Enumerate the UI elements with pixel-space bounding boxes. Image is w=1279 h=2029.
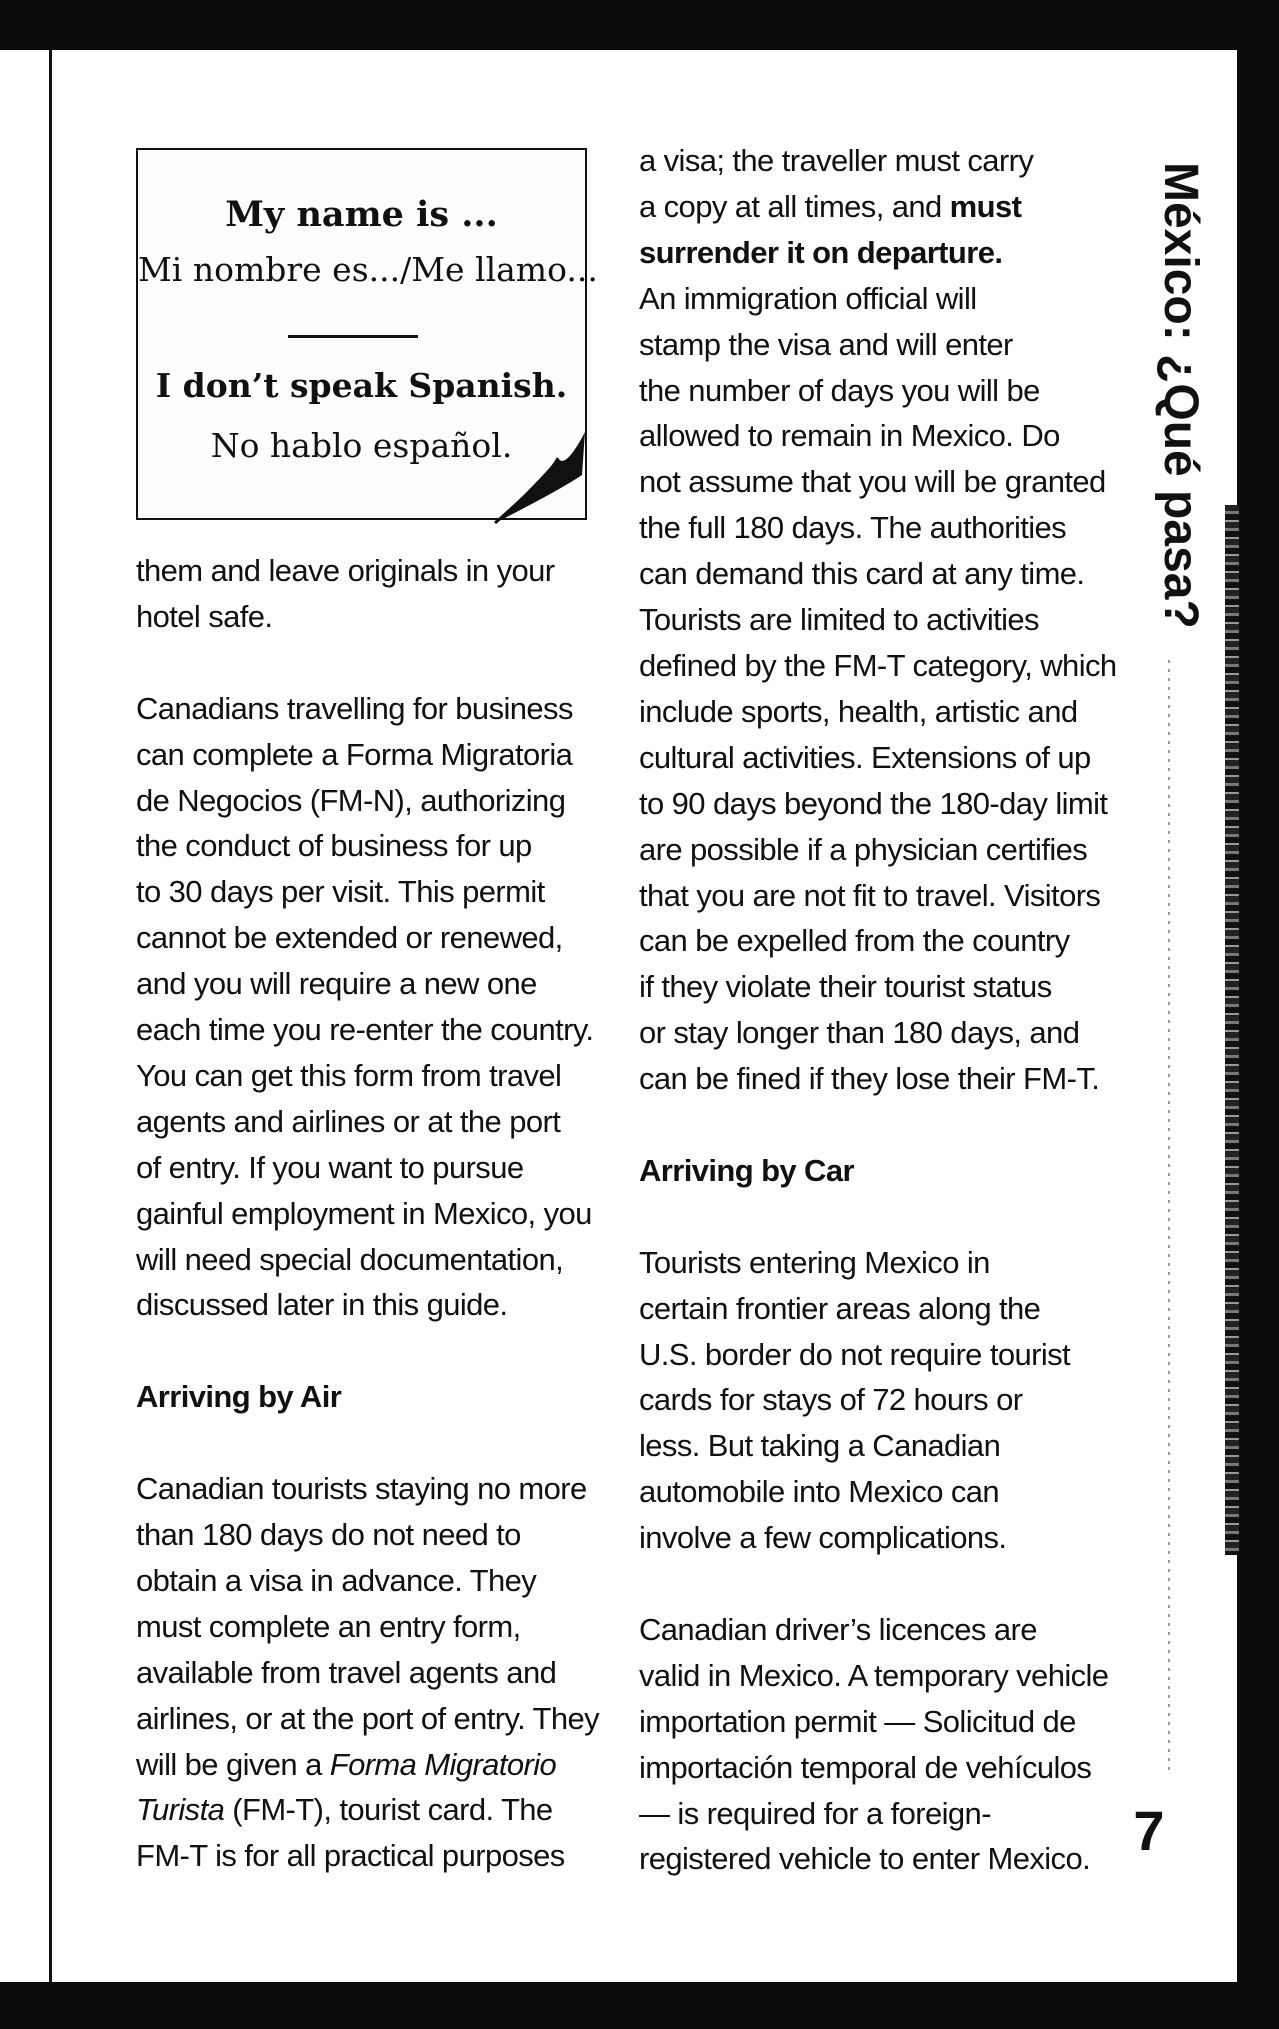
body-line: FM-T is for all practical purposes [136,1838,565,1874]
body-line: You can get this form from travel [136,1057,562,1093]
scan-border-right [1237,0,1279,2029]
body-line: can be expelled from the country [639,923,1070,959]
body-line: allowed to remain in Mexico. Do [639,418,1060,454]
body-line: a visa; the traveller must carry [639,143,1034,178]
body-line: cultural activities. Extensions of up [639,739,1091,775]
body-line: — is required for a foreign- [639,1795,991,1831]
body-line: will need special documentation, [136,1241,564,1277]
body-line: than 180 days do not need to [136,1516,521,1552]
body-line: defined by the FM-T category, which [639,647,1117,683]
body-line: gainful employment in Mexico, you [136,1195,592,1231]
body-line: registered vehicle to enter Mexico. [639,1841,1091,1877]
body-line: that you are not fit to travel. Visitors [639,877,1101,913]
body-line [136,1742,606,1788]
phrase-divider [288,335,418,338]
body-line: involve a few complications. [639,1520,1007,1556]
page-left-edge [49,50,52,1982]
body-line: are possible if a physician certifies [639,831,1088,867]
body-line: Canadian driver’s licences are [639,1611,1037,1647]
body-line: agents and airlines or at the port [136,1103,561,1139]
phrase-english-2: I don’t speak Spanish. [155,366,568,405]
italic-form-name: Turista [136,1792,225,1828]
body-line: the number of days you will be [639,372,1040,408]
body-line: automobile into Mexico can [639,1474,1000,1510]
body-line: U.S. border do not require tourist [639,1336,1071,1372]
body-line: and you will require a new one [136,966,537,1002]
body-line: airlines, or at the port of entry. They [136,1700,600,1736]
body-line: of entry. If you want to pursue [136,1149,524,1185]
running-head-text: México: ¿Qué pasa? [1154,162,1207,629]
bold-emphasis: surrender it on departure. [639,234,1003,270]
scan-speckle [1225,505,1239,1555]
body-line: can complete a Forma Migratoria [136,736,573,772]
right-column [639,138,1117,1882]
body-line [639,230,1109,276]
phrase-spanish-2: No hablo español. [210,426,513,465]
scan-border-bottom [0,1982,1279,2029]
heading-arriving-by-car: Arriving by Car [639,1152,854,1188]
body-line: obtain a visa in advance. They [136,1562,537,1598]
body-line: the full 180 days. The authorities [639,510,1067,546]
body-line: available from travel agents and [136,1654,557,1690]
text-run: a copy at all times, and [639,188,950,224]
body-line: discussed later in this guide. [136,1287,508,1323]
body-line [136,1787,606,1833]
body-line: cards for stays of 72 hours or [639,1382,1023,1418]
margin-dotted-rule [1168,660,1170,1770]
body-line: include sports, health, artistic and [639,693,1078,729]
body-line: must complete an entry form, [136,1608,521,1644]
page-curl-graphic [470,430,590,525]
text-run: will be given a [136,1746,330,1782]
body-line: to 30 days per visit. This permit [136,874,545,910]
left-column [136,548,606,1879]
body-line: not assume that you will be granted [639,464,1106,500]
body-line: them and leave originals in your [136,553,555,588]
body-line: certain frontier areas along the [639,1290,1041,1326]
body-line: each time you re-enter the country. [136,1012,594,1048]
body-line [639,184,1109,230]
body-line: Canadian tourists staying no more [136,1471,587,1507]
body-line: or stay longer than 180 days, and [639,1015,1080,1051]
bold-emphasis: must [949,188,1022,224]
body-line: Tourists entering Mexico in [639,1244,990,1280]
body-line: cannot be extended or renewed, [136,920,563,956]
body-line: de Negocios (FM-N), authorizing [136,782,566,818]
heading-arriving-by-air: Arriving by Air [136,1379,342,1415]
body-line: valid in Mexico. A temporary vehicle [639,1657,1109,1693]
body-line: if they violate their tourist status [639,969,1052,1005]
phrase-english-1: My name is ... [225,194,498,235]
body-line: Tourists are limited to activities [639,602,1039,638]
body-line: stamp the visa and will enter [639,326,1013,362]
italic-form-name: Forma Migratorio [329,1746,557,1782]
scan-border-top [0,0,1279,50]
body-line: Canadians travelling for business [136,690,573,726]
body-line: hotel safe. [136,598,273,634]
text-run: (FM-T), tourist card. The [224,1792,553,1828]
body-line: less. But taking a Canadian [639,1428,1001,1464]
body-line: An immigration official will [639,280,977,316]
body-line: can demand this card at any time. [639,556,1085,592]
page-number: 7 [1133,1799,1165,1862]
body-line: to 90 days beyond the 180-day limit [639,785,1108,821]
body-line: can be fined if they lose their FM-T. [639,1061,1100,1097]
body-line: the conduct of business for up [136,828,532,864]
phrase-spanish-1: Mi nombre es.../Me llamo... [138,250,598,289]
body-line: importación temporal de vehículos [639,1749,1092,1785]
body-line: importation permit — Solicitud de [639,1703,1076,1739]
